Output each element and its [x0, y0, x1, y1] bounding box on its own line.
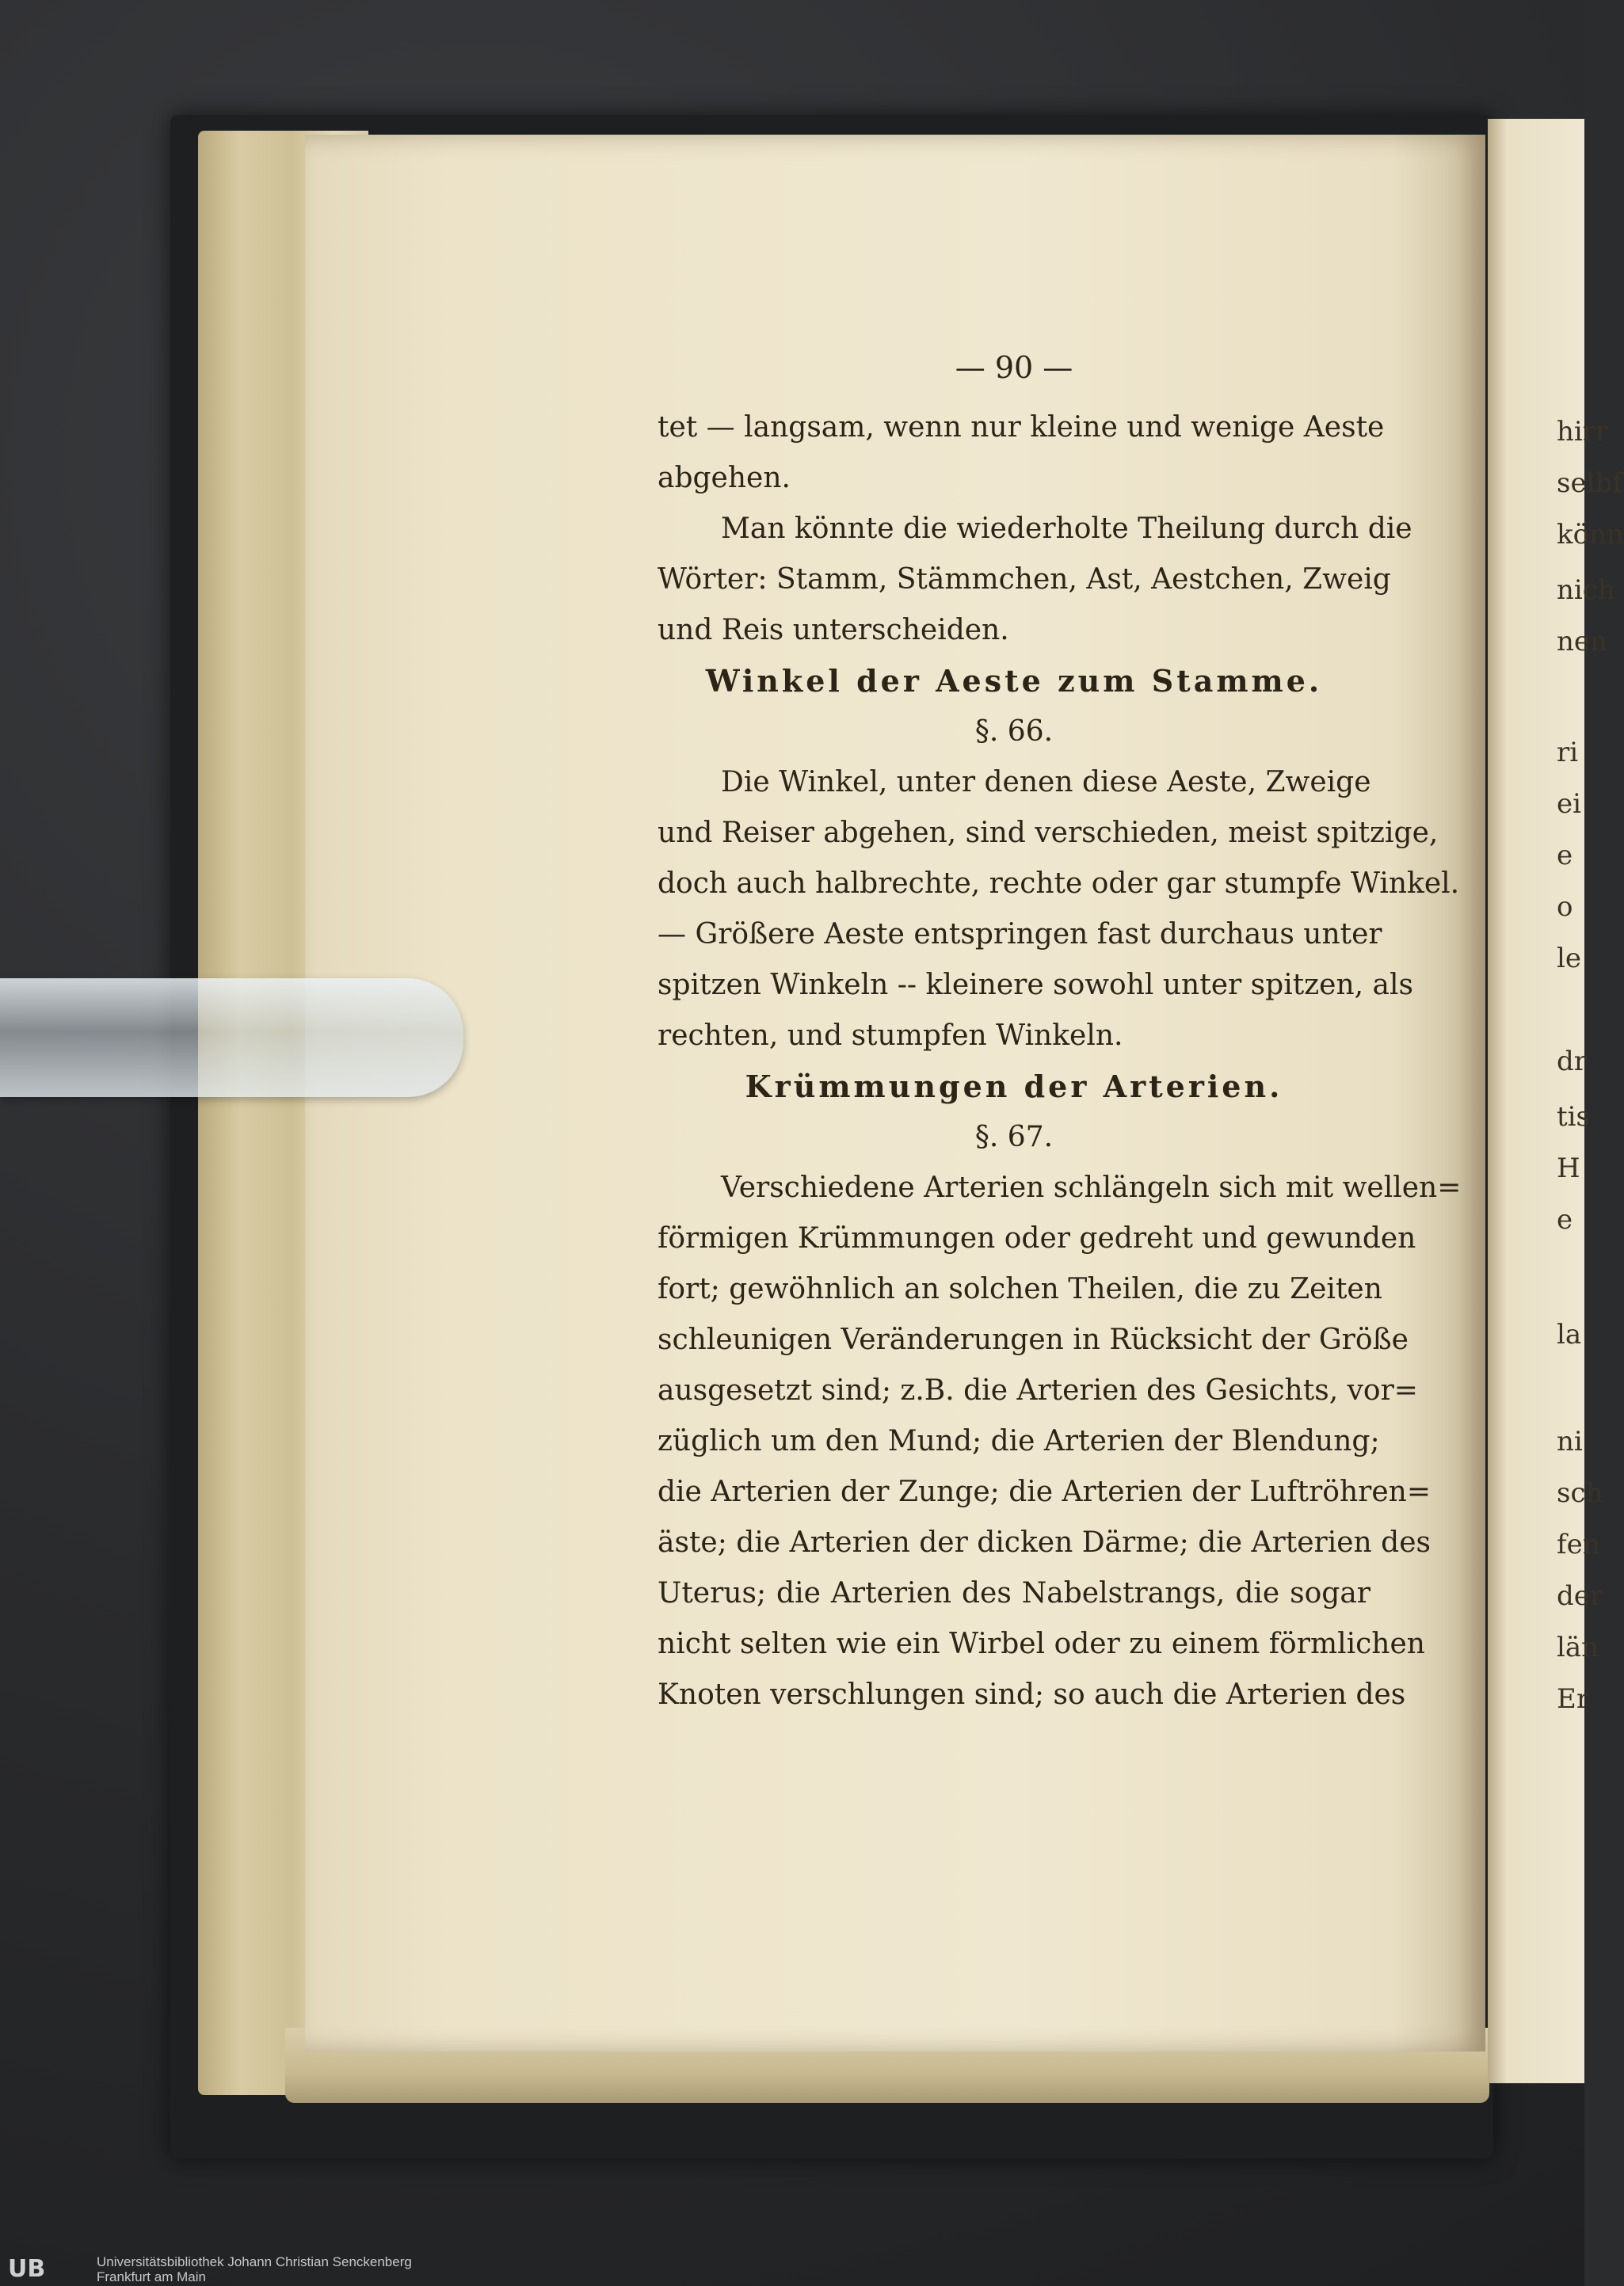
- text-line: nicht selten wie ein Wirbel oder zu einem förmlichen: [658, 1628, 1425, 1660]
- text-line: Uterus; die Arterien des Nabelstrangs, die sogar: [658, 1577, 1370, 1610]
- library-logo: UB: [8, 2255, 46, 2283]
- edge-fragment: nen: [1557, 626, 1607, 657]
- text-line: Man könnte die wiederholte Theilung durch die: [721, 512, 1412, 545]
- edge-fragment: ni: [1557, 1426, 1583, 1457]
- edge-fragment: e: [1557, 1204, 1573, 1236]
- edge-fragment: Er: [1557, 1683, 1590, 1715]
- library-name: Universitätsbibliothek Johann Christian Senckenberg: [97, 2254, 412, 2269]
- edge-fragment: dr: [1557, 1046, 1588, 1077]
- text-line: tet — langsam, wenn nur kleine und wenige Aeste: [658, 411, 1385, 444]
- edge-fragment: la: [1557, 1319, 1582, 1351]
- edge-fragment: könn: [1557, 519, 1624, 551]
- text-line: ausgesetzt sind; z.B. die Arterien des Gesichts, vor=: [658, 1374, 1418, 1407]
- edge-fragment: hirr: [1557, 416, 1609, 448]
- edge-fragment: le: [1557, 943, 1581, 974]
- text-line: abgehen.: [658, 462, 791, 494]
- section-heading: Krümmungen der Arterien.: [745, 1069, 1283, 1104]
- text-line: Verschiedene Arterien schlängeln sich mit wellen=: [721, 1172, 1462, 1204]
- edge-fragment: o: [1557, 891, 1573, 923]
- text-line: rechten, und stumpfen Winkeln.: [658, 1019, 1123, 1052]
- text-line: und Reis unterscheiden.: [658, 614, 1009, 646]
- text-line: und Reiser abgehen, sind verschieden, meist spitzige,: [658, 817, 1439, 849]
- text-line: äste; die Arterien der dicken Därme; die Arterien des: [658, 1526, 1431, 1559]
- section-heading: Winkel der Aeste zum Stamme.: [705, 663, 1323, 699]
- edge-fragment: selbf: [1557, 467, 1622, 499]
- edge-fragment: sch: [1557, 1477, 1603, 1509]
- text-line: schleunigen Veränderungen in Rücksicht der Größe: [658, 1324, 1409, 1356]
- section-number: §. 66.: [974, 715, 1054, 748]
- page-text: [658, 333, 1462, 1720]
- edge-fragment: fen: [1557, 1529, 1600, 1560]
- text-line: — Größere Aeste entspringen fast durchaus unter: [658, 918, 1382, 951]
- text-line: Die Winkel, unter denen diese Aeste, Zweige: [721, 766, 1371, 798]
- edge-fragment: e: [1557, 840, 1573, 871]
- text-line: spitzen Winkeln -- kleinere sowohl unter spitzen, als: [658, 969, 1413, 1001]
- edge-fragment: ri: [1557, 737, 1579, 768]
- edge-fragment: nich: [1557, 574, 1615, 606]
- text-line: doch auch halbrechte, rechte oder gar stumpfe Winkel.: [658, 867, 1460, 900]
- section-number: §. 67.: [974, 1121, 1054, 1153]
- text-line: förmigen Krümmungen oder gedreht und gewunden: [658, 1222, 1416, 1255]
- text-line: Wörter: Stamm, Stämmchen, Ast, Aestchen, Zweig: [658, 563, 1391, 596]
- edge-fragment: ei: [1557, 788, 1581, 820]
- library-credit: [97, 2254, 412, 2284]
- library-city: Frankfurt am Main: [97, 2269, 206, 2284]
- edge-fragment: H: [1557, 1153, 1580, 1184]
- edge-fragment: der: [1557, 1580, 1603, 1612]
- text-line: fort; gewöhnlich an solchen Theilen, die zu Zeiten: [658, 1273, 1382, 1305]
- text-line: Knoten verschlungen sind; so auch die Arterien des: [658, 1678, 1406, 1711]
- edge-fragment: län: [1557, 1632, 1599, 1663]
- text-line: züglich um den Mund; die Arterien der Blendung;: [658, 1425, 1380, 1457]
- edge-fragment: tis: [1557, 1101, 1590, 1133]
- text-line: die Arterien der Zunge; die Arterien der Luftröhren=: [658, 1476, 1431, 1508]
- page-number: — 90 —: [955, 350, 1073, 385]
- acrylic-page-clip: [0, 978, 463, 1097]
